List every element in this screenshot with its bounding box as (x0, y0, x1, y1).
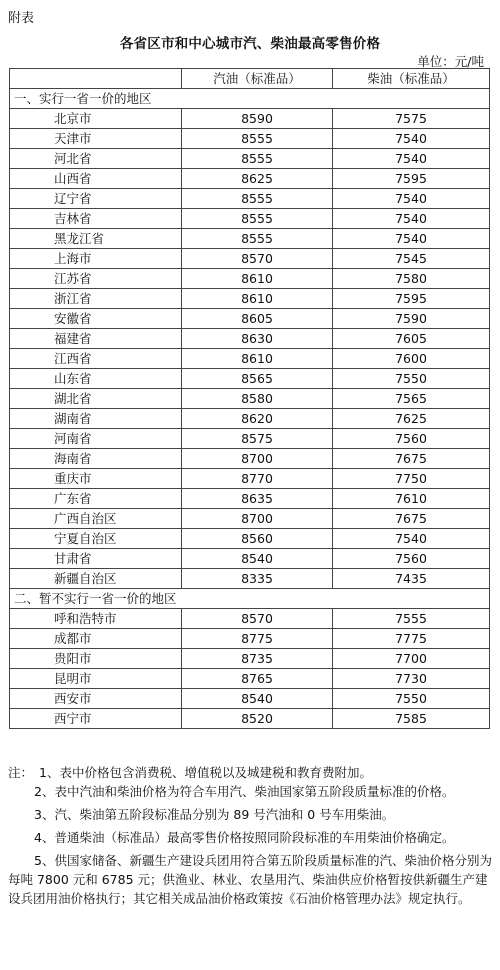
table-row (10, 189, 490, 209)
region-name: 浙江省 (10, 289, 182, 309)
gasoline-price: 8735 (182, 649, 333, 669)
gasoline-price: 8590 (182, 109, 333, 129)
gasoline-price: 8775 (182, 629, 333, 649)
appendix-label: 附表 (8, 11, 35, 26)
gasoline-price: 8555 (182, 209, 333, 229)
diesel-price: 7540 (333, 149, 490, 169)
region-name: 福建省 (10, 329, 182, 349)
gasoline-price: 8540 (182, 689, 333, 709)
column-header-diesel: 柴油（标准品） (333, 69, 490, 89)
region-name: 湖南省 (10, 409, 182, 429)
region-name: 湖北省 (10, 389, 182, 409)
region-name: 河北省 (10, 149, 182, 169)
table-row (10, 269, 490, 289)
diesel-price: 7540 (333, 529, 490, 549)
region-name: 天津市 (10, 129, 182, 149)
region-name: 贵阳市 (10, 649, 182, 669)
price-table-body (10, 69, 490, 729)
diesel-price: 7540 (333, 209, 490, 229)
table-row (10, 129, 490, 149)
diesel-price: 7540 (333, 229, 490, 249)
diesel-price: 7550 (333, 689, 490, 709)
gasoline-price: 8700 (182, 509, 333, 529)
gasoline-price: 8770 (182, 469, 333, 489)
table-row (10, 509, 490, 529)
gasoline-price: 8765 (182, 669, 333, 689)
region-name: 新疆自治区 (10, 569, 182, 589)
table-row (10, 689, 490, 709)
region-name: 山西省 (10, 169, 182, 189)
table-row (10, 389, 490, 409)
column-header-gasoline: 汽油（标准品） (182, 69, 333, 89)
table-row (10, 149, 490, 169)
table-row (10, 409, 490, 429)
table-row (10, 569, 490, 589)
table-header-row (10, 69, 490, 89)
note-4: 4、普通柴油（标准品）最高零售价格按照同阶段标准的车用柴油价格确定。 (34, 830, 455, 845)
table-row (10, 109, 490, 129)
gasoline-price: 8540 (182, 549, 333, 569)
gasoline-price: 8700 (182, 449, 333, 469)
table-row (10, 349, 490, 369)
diesel-price: 7555 (333, 609, 490, 629)
region-name: 江苏省 (10, 269, 182, 289)
gasoline-price: 8555 (182, 229, 333, 249)
table-row (10, 309, 490, 329)
diesel-price: 7585 (333, 709, 490, 729)
region-name: 重庆市 (10, 469, 182, 489)
gasoline-price: 8620 (182, 409, 333, 429)
section-row (10, 89, 490, 109)
section-row (10, 589, 490, 609)
table-row (10, 289, 490, 309)
note-3: 3、汽、柴油第五阶段标准品分别为 89 号汽油和 0 号车用柴油。 (34, 807, 395, 822)
gasoline-price: 8625 (182, 169, 333, 189)
region-name: 河南省 (10, 429, 182, 449)
section-label: 二、暂不实行一省一价的地区 (10, 589, 490, 609)
table-row (10, 329, 490, 349)
diesel-price: 7675 (333, 509, 490, 529)
unit-label: 单位：元/吨 (417, 54, 484, 69)
gasoline-price: 8610 (182, 269, 333, 289)
notes-lead: 注： (8, 765, 34, 780)
region-name: 西安市 (10, 689, 182, 709)
gasoline-price: 8570 (182, 249, 333, 269)
diesel-price: 7600 (333, 349, 490, 369)
table-row (10, 629, 490, 649)
table-row (10, 529, 490, 549)
diesel-price: 7590 (333, 309, 490, 329)
diesel-price: 7560 (333, 429, 490, 449)
region-name: 昆明市 (10, 669, 182, 689)
region-name: 上海市 (10, 249, 182, 269)
diesel-price: 7540 (333, 189, 490, 209)
gasoline-price: 8520 (182, 709, 333, 729)
diesel-price: 7550 (333, 369, 490, 389)
diesel-price: 7545 (333, 249, 490, 269)
gasoline-price: 8335 (182, 569, 333, 589)
gasoline-price: 8580 (182, 389, 333, 409)
gasoline-price: 8570 (182, 609, 333, 629)
table-row (10, 709, 490, 729)
table-row (10, 169, 490, 189)
table-row (10, 369, 490, 389)
page-title: 各省区市和中心城市汽、柴油最高零售价格 (119, 36, 381, 52)
table-row (10, 669, 490, 689)
table-row (10, 209, 490, 229)
table-row (10, 249, 490, 269)
diesel-price: 7575 (333, 109, 490, 129)
gasoline-price: 8565 (182, 369, 333, 389)
diesel-price: 7435 (333, 569, 490, 589)
region-name: 山东省 (10, 369, 182, 389)
gasoline-price: 8555 (182, 129, 333, 149)
region-name: 北京市 (10, 109, 182, 129)
region-name: 海南省 (10, 449, 182, 469)
table-row (10, 489, 490, 509)
region-name: 成都市 (10, 629, 182, 649)
gasoline-price: 8630 (182, 329, 333, 349)
gasoline-price: 8610 (182, 289, 333, 309)
gasoline-price: 8605 (182, 309, 333, 329)
gasoline-price: 8555 (182, 149, 333, 169)
table-row (10, 449, 490, 469)
diesel-price: 7730 (333, 669, 490, 689)
region-name: 广西自治区 (10, 509, 182, 529)
region-name: 宁夏自治区 (10, 529, 182, 549)
region-name: 西宁市 (10, 709, 182, 729)
table-row (10, 649, 490, 669)
table-row (10, 469, 490, 489)
region-name: 安徽省 (10, 309, 182, 329)
diesel-price: 7610 (333, 489, 490, 509)
note-text: 1、表中价格包含消费税、增值税以及城建税和教育费附加。 (39, 765, 372, 780)
table-row (10, 429, 490, 449)
section-label: 一、实行一省一价的地区 (10, 89, 490, 109)
notes-section (8, 763, 492, 908)
gasoline-price: 8575 (182, 429, 333, 449)
table-row (10, 549, 490, 569)
diesel-price: 7580 (333, 269, 490, 289)
gasoline-price: 8555 (182, 189, 333, 209)
price-table (9, 68, 490, 729)
region-name: 江西省 (10, 349, 182, 369)
diesel-price: 7775 (333, 629, 490, 649)
note-2: 2、表中汽油和柴油价格为符合车用汽、柴油国家第五阶段质量标准的价格。 (34, 784, 455, 799)
diesel-price: 7625 (333, 409, 490, 429)
column-header-region (10, 69, 182, 89)
table-row (10, 609, 490, 629)
gasoline-price: 8610 (182, 349, 333, 369)
note-1 (8, 763, 492, 782)
region-name: 辽宁省 (10, 189, 182, 209)
region-name: 广东省 (10, 489, 182, 509)
diesel-price: 7595 (333, 289, 490, 309)
gasoline-price: 8560 (182, 529, 333, 549)
diesel-price: 7700 (333, 649, 490, 669)
region-name: 吉林省 (10, 209, 182, 229)
diesel-price: 7565 (333, 389, 490, 409)
region-name: 甘肃省 (10, 549, 182, 569)
region-name: 黑龙江省 (10, 229, 182, 249)
diesel-price: 7605 (333, 329, 490, 349)
diesel-price: 7560 (333, 549, 490, 569)
region-name: 呼和浩特市 (10, 609, 182, 629)
diesel-price: 7750 (333, 469, 490, 489)
gasoline-price: 8635 (182, 489, 333, 509)
diesel-price: 7595 (333, 169, 490, 189)
table-row (10, 229, 490, 249)
diesel-price: 7540 (333, 129, 490, 149)
note-5: 5、供国家储备、新疆生产建设兵团用符合第五阶段质量标准的汽、柴油价格分别为每吨 7800 元和 6785 元；供渔业、林业、农垦用汽、柴油供应价格暂按供新疆生产建设兵团用油价格执行；其它相关成品油价格政策按《石油价格管理办法》规定执行。 (8, 853, 492, 906)
diesel-price: 7675 (333, 449, 490, 469)
